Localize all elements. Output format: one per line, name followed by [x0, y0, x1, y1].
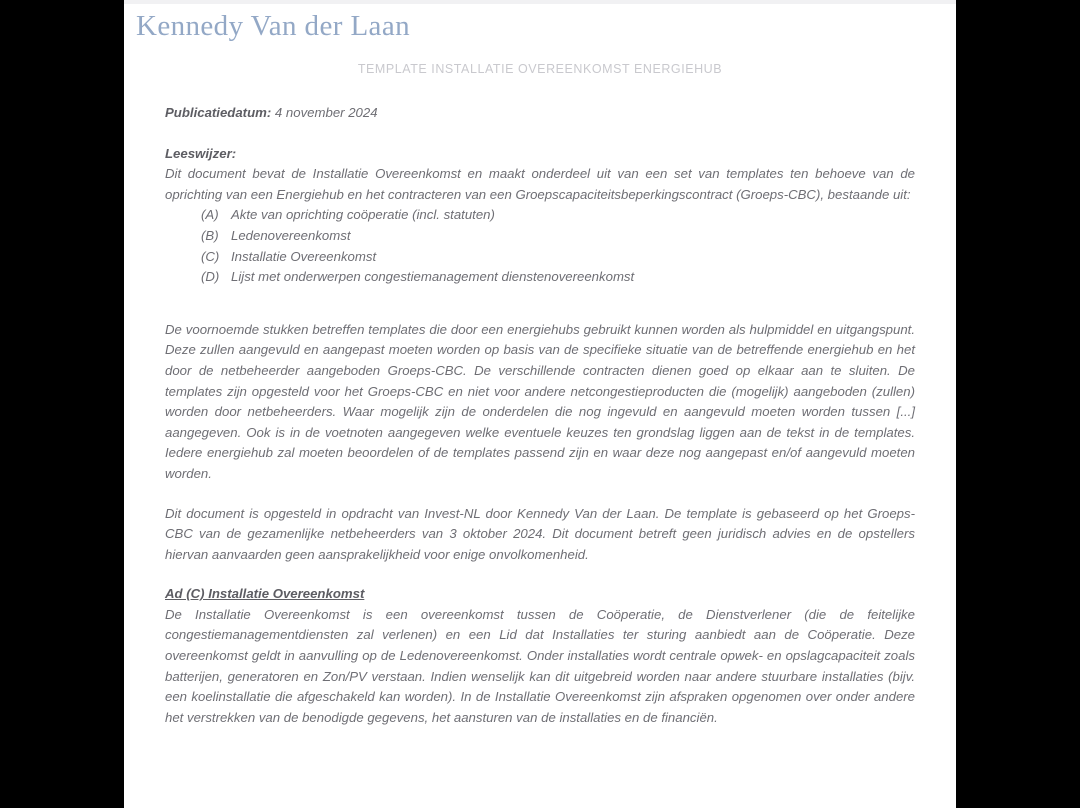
- list-item-label: Installatie Overeenkomst: [231, 248, 377, 264]
- publication-date-value: 4 november 2024: [271, 105, 378, 120]
- document-page: [124, 0, 956, 808]
- list-item: [201, 205, 915, 226]
- list-item: [201, 226, 915, 247]
- list-item-label: Ledenovereenkomst: [231, 227, 351, 243]
- list-item-marker: (B): [201, 227, 219, 243]
- templates-explanation-paragraph: De voornoemde stukken betreffen templates die door een energiehubs gebruikt kunnen worden als hulpmiddel en uitgangspunt. Deze zullen aangevuld en aangepast moeten worden op basis van de specifieke situatie van de betreffende energiehub en het door de netbeheerder aangeboden Groeps-CBC. De verschillende contracten dienen goed op elkaar aan te sluiten. De templates zijn opgesteld voor het Groeps-CBC en niet voor andere netcongestieproducten die (mogelijk) aangeboden (zullen) worden door netbeheerders. Waar mogelijk zijn de onderdelen die nog ingevuld en aangevuld moeten worden tussen [...] aangegeven. Ook is in de voetnoten aangegeven welke eventuele keuzes ten grondslag liggen aan de tekst in de templates. Iedere energiehub zal moeten beoordelen of de templates passend zijn en waar deze nog aangepast en/of aangevuld moeten worden.: [165, 321, 915, 481]
- document-body: [165, 103, 915, 728]
- list-item-marker: (D): [201, 269, 220, 285]
- list-item-marker: (C): [201, 248, 220, 264]
- list-item: [201, 267, 915, 288]
- list-item-marker: (A): [201, 207, 219, 223]
- publication-date-label: Publicatiedatum:: [165, 105, 272, 120]
- list-item-label: Lijst met onderwerpen congestiemanagement dienstenovereenkomst: [231, 269, 635, 285]
- masthead: [136, 4, 410, 48]
- publication-date-line: [165, 103, 915, 124]
- spacer: [165, 288, 915, 308]
- spacer: [165, 565, 915, 584]
- reader-guide-label: Leeswijzer:: [165, 145, 237, 161]
- list-item-label: Akte van oprichting coöperatie (incl. statuten): [231, 207, 495, 223]
- section-ad-c-paragraph: De Installatie Overeenkomst is een overeenkomst tussen de Coöperatie, de Dienstverlener (die de feitelijke congestiemanagementdiensten zal verlenen) en een Lid dat Installaties ter sturing aanbiedt aan de Coöperatie. Deze overeenkomst geldt in aanvulling op de Ledenovereenkomst. Onder installaties wordt centrale opwek- en opslagcapaciteit zoals batterijen, generatoren en Zon/PV verstaan. Indien wenselijk kan dit uitgebreid worden naar andere stuurbare installaties (bijv. een koelinstallatie die afgeschakeld kan worden). In de Installatie Overeenkomst zijn afspraken opgenomen over onder andere het verstrekken van de benodigde gegevens, het aansturen van de installaties en de financiën.: [165, 606, 915, 725]
- document-title: TEMPLATE INSTALLATIE OVEREENKOMST ENERGIEHUB: [357, 62, 723, 76]
- spacer: [165, 308, 915, 320]
- reader-guide-label-line: [165, 144, 915, 165]
- template-set-list: [165, 205, 915, 287]
- brand-logo-text: Kennedy Van der Laan: [136, 9, 410, 42]
- reader-guide-intro-paragraph: Dit document bevat de Installatie Overeenkomst en maakt onderdeel uit van een set van templates ten behoeve van de oprichting van een Energiehub en het contracteren van een Groepscapaciteitsbeperkingscontract (Groeps-CBC), bestaande uit:: [165, 166, 915, 202]
- disclaimer-paragraph: Dit document is opgesteld in opdracht van Invest-NL door Kennedy Van der Laan. De template is gebaseerd op het Groeps-CBC van de gezamenlijke netbeheerders van 3 oktober 2024. Dit document betreft geen juridisch advies en de opstellers hiervan aanvaarden geen aansprakelijkheid voor enige onvolkomenheid.: [165, 505, 915, 562]
- spacer: [165, 485, 915, 504]
- list-item: [201, 247, 915, 268]
- spacer: [165, 124, 915, 144]
- section-heading-ad-c: Ad (C) Installatie Overeenkomst: [165, 586, 365, 602]
